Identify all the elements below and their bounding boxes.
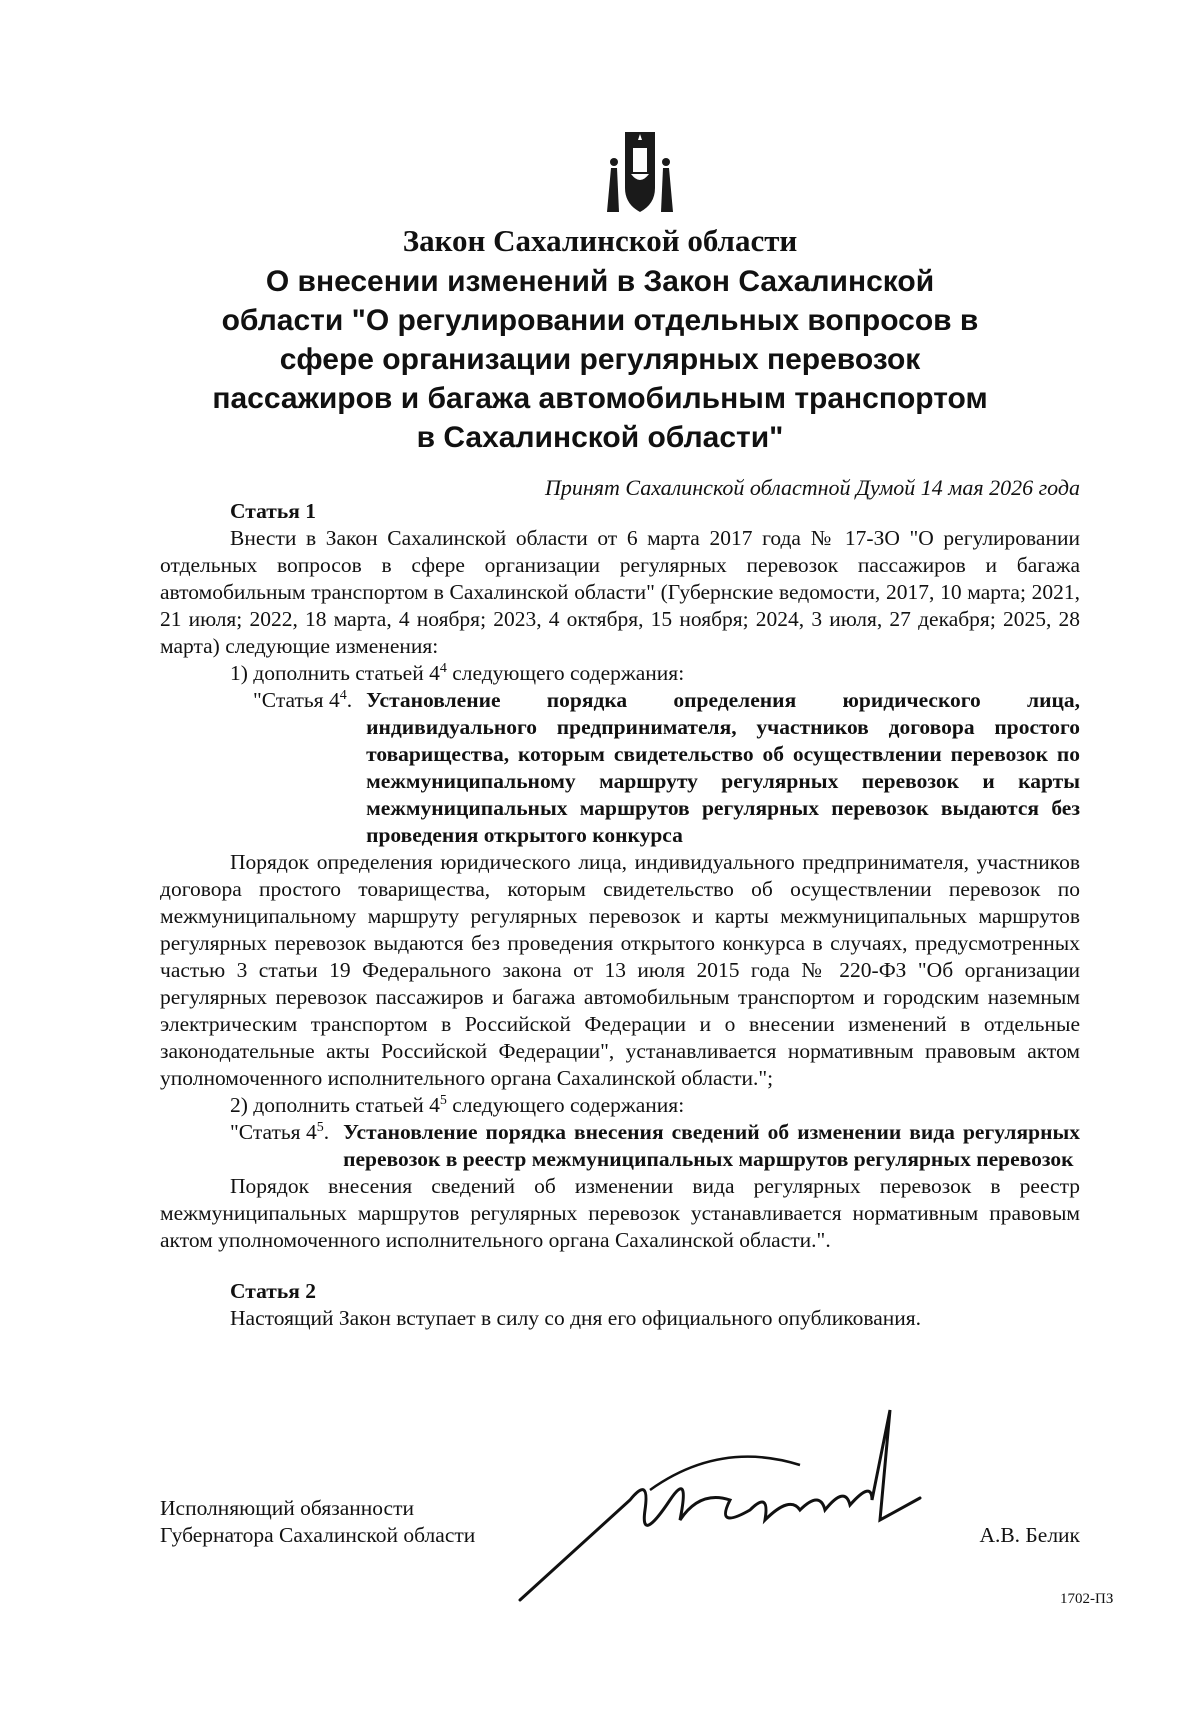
superscript: 5 — [316, 1119, 324, 1135]
title-line: Закон Сахалинской области — [402, 223, 798, 258]
title-line: сфере организации регулярных перевозок — [279, 343, 921, 376]
new-article-4-4 — [160, 687, 1080, 849]
law-body — [160, 498, 1080, 1332]
article-title: Установление порядка внесения сведений об изменении вида регулярных перевозок в реестр межмуниципальных маршрутов регулярных перевозок — [343, 1120, 1080, 1171]
superscript: 4 — [439, 660, 447, 676]
amendment-item-2 — [230, 1092, 1080, 1119]
title-line: О внесении изменений в Закон Сахалинской — [265, 265, 935, 298]
signature-block — [160, 1495, 1080, 1549]
article-label — [160, 687, 366, 849]
article-1-heading: Статья 1 — [230, 499, 316, 523]
adoption-note: Принят Сахалинской областной Думой 14 мая 2026 года — [544, 475, 1080, 500]
item-text: следующего содержания: — [446, 661, 685, 685]
article-2-text: Настоящий Закон вступает в силу со дня его официального опубликования. — [230, 1306, 922, 1330]
title-line: пассажиров и багажа автомобильным транспортом — [212, 382, 988, 415]
item-text: 2) дополнить статьей 4 — [230, 1093, 440, 1117]
superscript: 4 — [339, 687, 347, 703]
article-title: Установление порядка определения юридического лица, индивидуального предпринимателя, участников договора простого товарищества, которым свидетельство об осуществлении перевозок по межмуниципальному маршруту регулярных перевозок и карты межмуниципальных маршрутов регулярных перевозок выдаются без проведения открытого конкурса — [366, 688, 1080, 847]
title-line: области "О регулировании отдельных вопросов в — [221, 304, 979, 337]
article-label — [160, 1119, 343, 1173]
label-dot: . — [323, 1120, 330, 1144]
item-text: следующего содержания: — [446, 1093, 685, 1117]
document-code: 1702-ПЗ — [1060, 1591, 1114, 1607]
coat-of-arms-icon — [603, 128, 677, 214]
label-text: "Статья 4 — [253, 688, 340, 712]
signatory-position: Губернатора Сахалинской области — [160, 1523, 476, 1547]
title-line: в Сахалинской области" — [416, 421, 784, 454]
item-text: 1) дополнить статьей 4 — [230, 661, 440, 685]
new-article-4-5 — [160, 1119, 1080, 1173]
article-4-4-text: Порядок определения юридического лица, индивидуального предпринимателя, участников договора простого товарищества, которым свидетельство об осуществлении перевозок по межмуниципальному маршруту регулярных перевозок и карты межмуниципальных маршрутов регулярных перевозок выдаются без проведения открытого конкурса в случаях, предусмотренных частью 3 статьи 19 Федерального закона от 13 июля 2015 года № 220-ФЗ "Об организации регулярных перевозок пассажиров и багажа автомобильным транспортом и городским наземным электрическим транспортом в Российской Федерации и о внесении изменений в отдельные законодательные акты Российской Федерации", устанавливается нормативным правовым актом уполномоченного исполнительного органа Сахалинской области."; — [160, 850, 1080, 1090]
article-1-intro: Внести в Закон Сахалинской области от 6 марта 2017 года № 17-ЗО "О регулировании отдельных вопросов в сфере организации регулярных перевозок пассажиров и багажа автомобильным транспортом в Сахалинской области" (Губернские ведомости, 2017, 10 марта; 2021, 21 июля; 2022, 18 марта, 4 ноября; 2023, 4 октября, 15 ноября; 2024, 3 июля, 27 декабря; 2025, 28 марта) следующие изменения: — [160, 526, 1080, 658]
label-text: "Статья 4 — [230, 1120, 317, 1144]
superscript: 5 — [439, 1092, 447, 1108]
signatory-name: А.В. Белик — [979, 1523, 1080, 1547]
label-dot: . — [346, 688, 353, 712]
law-title — [160, 222, 1040, 457]
signatory-position: Исполняющий обязанности — [160, 1496, 414, 1520]
article-4-5-text: Порядок внесения сведений об изменении вида регулярных перевозок в реестр межмуниципальных маршрутов регулярных перевозок устанавливается нормативным правовым актом уполномоченного исполнительного органа Сахалинской области.". — [160, 1174, 1080, 1252]
amendment-item-1 — [230, 660, 1080, 687]
article-2-heading: Статья 2 — [230, 1279, 316, 1303]
